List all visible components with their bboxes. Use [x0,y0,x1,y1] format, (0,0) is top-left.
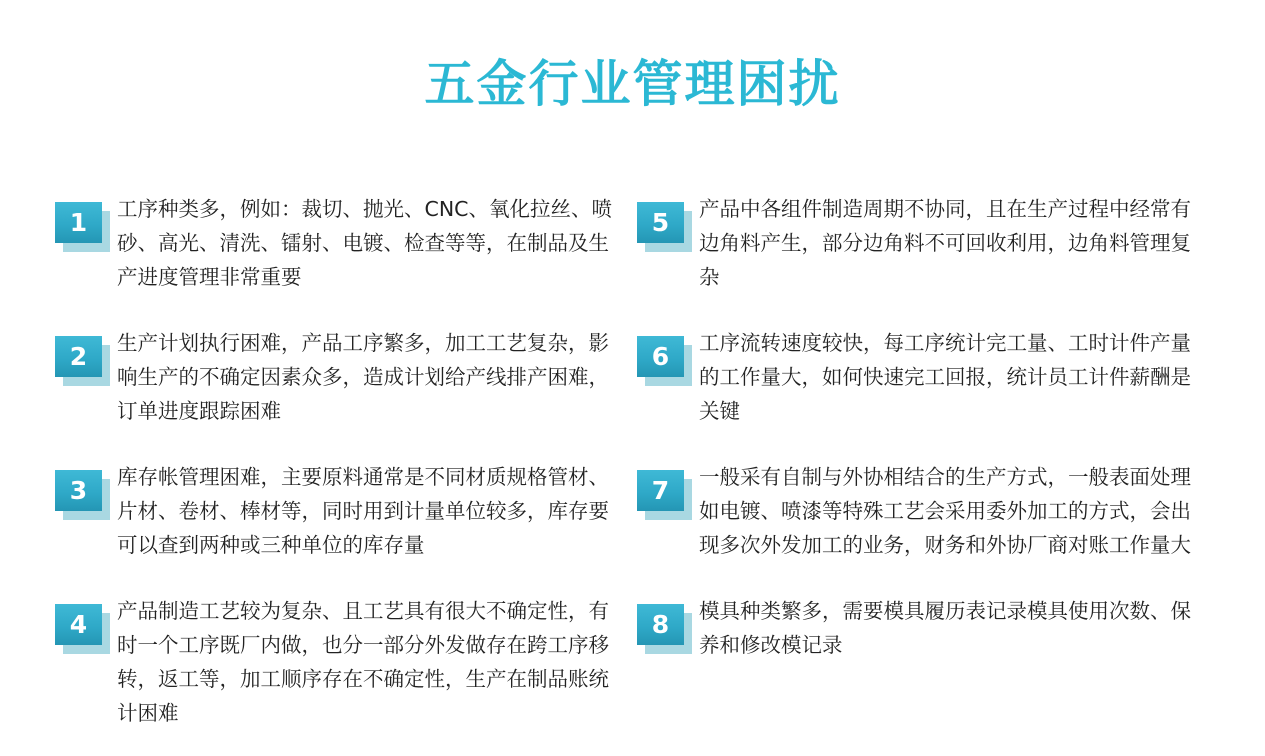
item-number: 8 [637,604,684,645]
page-title: 五金行业管理困扰 [424,55,841,113]
list-item [55,588,632,730]
item-text: 模具种类繁多，需要模具履历表记录模具使用次数、保养和修改模记录 [699,599,1191,657]
number-badge-wrapper [637,336,699,386]
item-number: 4 [55,604,102,645]
left-column [0,186,632,756]
list-item [637,320,1264,428]
list-item [637,186,1264,294]
number-badge-wrapper [55,604,117,654]
item-text: 生产计划执行困难，产品工序繁多，加工工艺复杂，影响生产的不确定因素众多，造成计划给产线排产困难，订单进度跟踪困难 [117,331,609,423]
item-number: 3 [55,470,102,511]
number-badge-wrapper [55,336,117,386]
list-item [55,454,632,562]
item-text: 工序种类多，例如：裁切、抛光、CNC、氧化拉丝、喷砂、高光、清洗、镭射、电镀、检查等等，在制品及生产进度管理非常重要 [117,197,612,289]
item-text: 产品制造工艺较为复杂、且工艺具有很大不确定性，有时一个工序既厂内做，也分一部分外发做存在跨工序移转，返工等，加工顺序存在不确定性，生产在制品账统计困难 [117,599,609,725]
number-badge-wrapper [55,470,117,520]
item-number: 7 [637,470,684,511]
item-number: 6 [637,336,684,377]
number-badge-wrapper [637,604,699,654]
item-text: 一般采有自制与外协相结合的生产方式，一般表面处理如电镀、喷漆等特殊工艺会采用委外加工的方式，会出现多次外发加工的业务，财务和外协厂商对账工作量大 [699,465,1191,557]
right-column [632,186,1264,756]
item-number: 5 [637,202,684,243]
number-badge-wrapper [55,202,117,252]
item-text: 库存帐管理困难，主要原料通常是不同材质规格管材、片材、卷材、棒材等，同时用到计量单位较多，库存要可以查到两种或三种单位的库存量 [117,465,609,557]
item-text: 工序流转速度较快，每工序统计完工量、工时计件产量的工作量大，如何快速完工回报，统计员工计件薪酬是关键 [699,331,1191,423]
list-item [55,320,632,428]
item-number: 1 [55,202,102,243]
list-item [637,588,1264,662]
number-badge-wrapper [637,470,699,520]
list-item [55,186,632,294]
list-item [637,454,1264,562]
item-text: 产品中各组件制造周期不协同，且在生产过程中经常有边角料产生，部分边角料不可回收利用，边角料管理复杂 [699,197,1191,289]
number-badge-wrapper [637,202,699,252]
item-number: 2 [55,336,102,377]
content-columns [0,186,1265,756]
